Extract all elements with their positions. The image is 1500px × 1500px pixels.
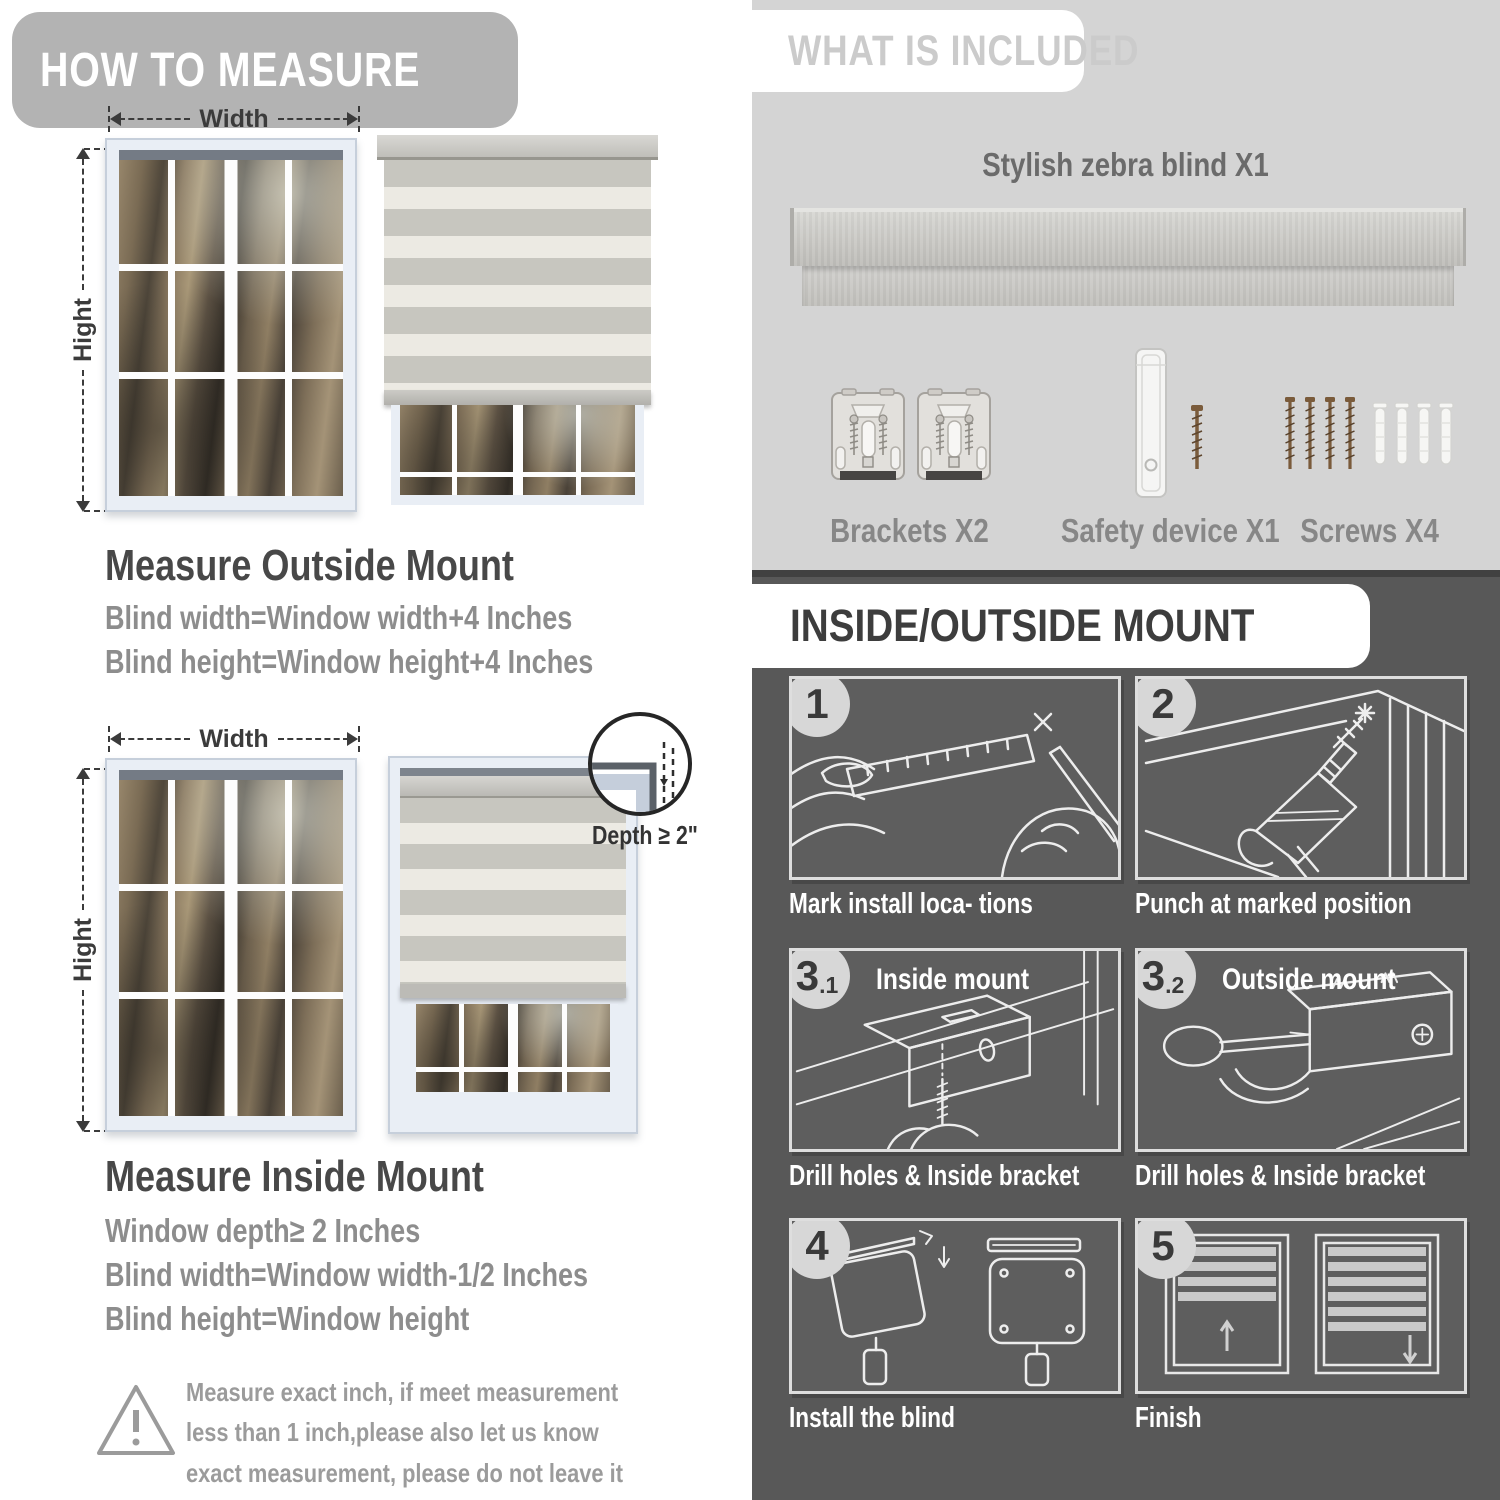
- warning-triangle-icon: [92, 1378, 180, 1471]
- outside-mount-title: Measure Outside Mount: [105, 541, 514, 590]
- window-illustration-outside: [105, 138, 357, 512]
- arrow-end-tick: [358, 106, 360, 132]
- step-2-panel: [1135, 676, 1467, 880]
- safety-device-icon: [1040, 352, 1275, 502]
- blind-bottom-rail: [400, 984, 626, 998]
- width-label: Width: [199, 104, 269, 133]
- width-arrow: [108, 726, 360, 752]
- inside-formula-depth: Window depth≥ 2 Inches: [105, 1212, 421, 1249]
- inside-formula-height: Blind height=Window height: [105, 1300, 470, 1337]
- outside-formula-width: Blind width=Window width+4 Inches: [105, 599, 573, 636]
- screws-icon: [1250, 352, 1490, 502]
- window-top-track: [119, 150, 343, 160]
- window-below-blind: [408, 1004, 618, 1092]
- step-4-badge: 4: [789, 1218, 850, 1279]
- step-3-1-panel: [789, 948, 1121, 1152]
- blind-bottom-rail: [384, 390, 651, 405]
- step-3-1-badge: 3 .1: [789, 948, 850, 1009]
- step-3-2-title: Outside mount: [1222, 963, 1396, 996]
- screws-label: Screws X4: [1300, 512, 1440, 549]
- what-is-included-section: [752, 0, 1500, 570]
- depth-magnifier-circle: [588, 712, 692, 816]
- inside-outside-mount-section: [752, 570, 1500, 1500]
- brackets-label: Brackets X2: [830, 512, 989, 549]
- step-3-2-caption: Drill holes & Inside bracket: [1135, 1160, 1426, 1192]
- step-3-2-panel: [1135, 948, 1467, 1152]
- measurement-note: Measure exact inch, if meet measurement less than 1 inch,please also let us know exact measurement, please do not leave it: [186, 1377, 623, 1488]
- step-2-caption: Punch at marked position: [1135, 888, 1412, 920]
- blind-product-label: Stylish zebra blind X1: [982, 146, 1270, 183]
- included-item-brackets: [792, 352, 1027, 550]
- arrow-right-icon: [347, 112, 358, 126]
- window-illustration-inside: [105, 758, 357, 1132]
- step-3-2-badge: 3 .2: [1135, 948, 1196, 1009]
- what-is-included-header: WHAT IS INCLUDED: [752, 10, 1084, 92]
- zebra-stripes: [384, 160, 651, 390]
- step-3-1-title: Inside mount: [876, 963, 1030, 996]
- width-label: Width: [199, 724, 269, 753]
- step-1-badge: 1: [789, 676, 850, 737]
- outside-mount-blind-illustration: [377, 135, 658, 505]
- step-5-badge: 5: [1135, 1218, 1196, 1279]
- inside-mount-blind-illustration: [388, 756, 638, 1134]
- frame-corner-detail: [592, 716, 688, 812]
- how-to-measure-title: HOW TO MEASURE: [40, 43, 421, 97]
- inside-mount-title: Measure Inside Mount: [105, 1152, 484, 1201]
- step-3-1-caption: Drill holes & Inside bracket: [789, 1160, 1080, 1192]
- blind-headrail: [790, 208, 1466, 266]
- included-item-screws: [1250, 352, 1490, 550]
- width-arrow: [108, 106, 360, 132]
- step-4-panel: [789, 1218, 1121, 1394]
- inside-formula-width: Blind width=Window width-1/2 Inches: [105, 1256, 589, 1293]
- step-4-caption: Install the blind: [789, 1402, 955, 1434]
- screw: [1191, 405, 1203, 469]
- height-label: Hight: [68, 298, 97, 362]
- brackets-icon: [792, 352, 1027, 502]
- window-glass: [119, 160, 343, 496]
- step-5-caption: Finish: [1135, 1402, 1202, 1434]
- height-arrow: [68, 148, 98, 512]
- blind-fabric-roll: [802, 266, 1454, 306]
- safety-device-label: Safety device X1: [1060, 512, 1280, 549]
- depth-label: Depth ≥ 2": [592, 820, 698, 850]
- step-1-caption: Mark install loca- tions: [789, 888, 1033, 920]
- inside-outside-mount-header: INSIDE/OUTSIDE MOUNT: [752, 584, 1370, 668]
- height-label: Hight: [68, 918, 97, 982]
- zebra-blind-product-image: [790, 208, 1466, 306]
- arrow-right-icon: [347, 732, 358, 746]
- included-item-safety-device: [1040, 352, 1280, 550]
- outside-formula-height: Blind height=Window height+4 Inches: [105, 643, 594, 680]
- height-arrow: [68, 768, 98, 1132]
- blind-headrail: [377, 135, 658, 160]
- step-2-badge: 2: [1135, 676, 1196, 737]
- step-5-panel: [1135, 1218, 1467, 1394]
- step-1-panel: [789, 676, 1121, 880]
- window-below-blind: [391, 405, 644, 505]
